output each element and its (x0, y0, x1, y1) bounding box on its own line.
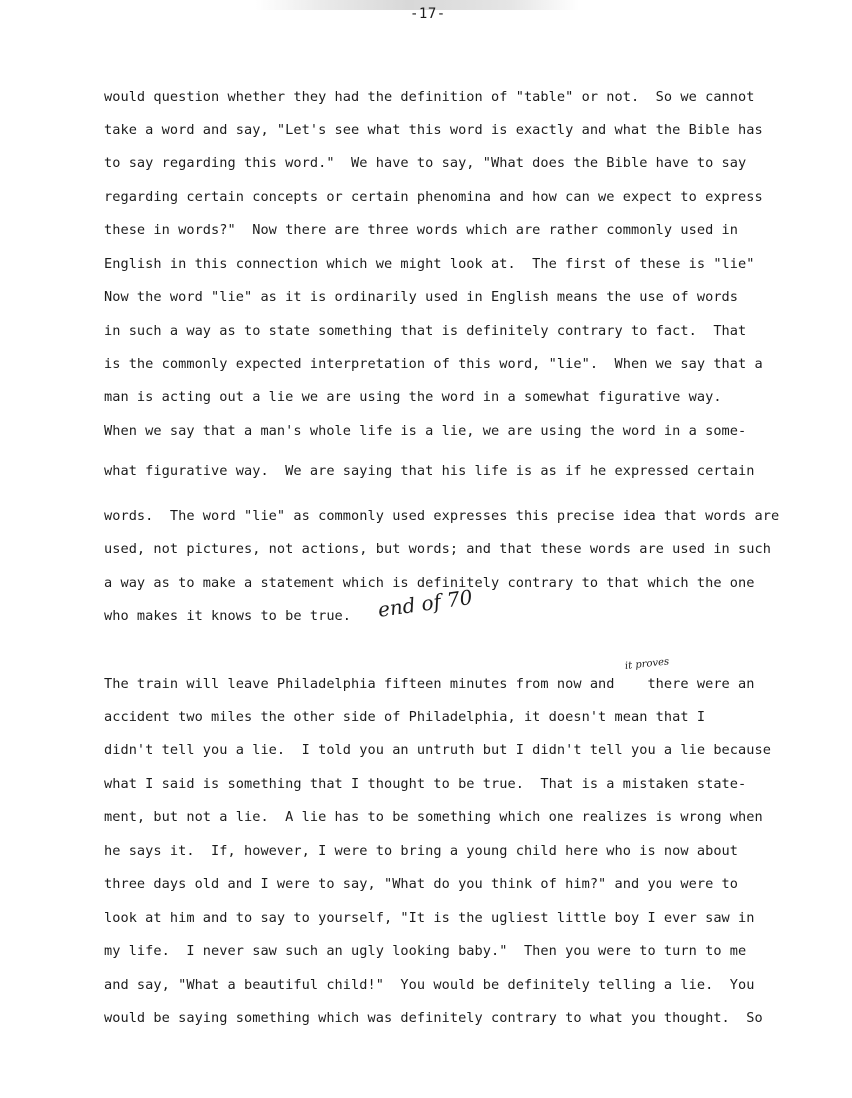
text-line: words. The word "lie" as commonly used expresses this precise idea that words are (104, 508, 780, 524)
text-line: Now the word "lie" as it is ordinarily used in English means the use of words (104, 289, 739, 305)
handwritten-insertion: it proves (624, 656, 670, 672)
text-line: my life. I never saw such an ugly looking baby." Then you were to turn to me (104, 943, 747, 959)
text-line: what I said is something that I thought to be true. That is a mistaken state- (104, 776, 747, 792)
text-line: take a word and say, "Let's see what this word is exactly and what the Bible has (104, 122, 763, 138)
text-line: The train will leave Philadelphia fifteen minutes from now and there were an (104, 676, 755, 692)
text-line: When we say that a man's whole life is a lie, we are using the word in a some- (104, 423, 747, 439)
handwritten-margin-note: end of 70 (376, 584, 474, 622)
text-line: English in this connection which we might look at. The first of these is "lie" (104, 256, 755, 272)
text-line: he says it. If, however, I were to bring a young child here who is now about (104, 843, 739, 859)
text-line: a way as to make a statement which is definitely contrary to that which the one (104, 575, 755, 591)
text-line: didn't tell you a lie. I told you an untruth but I didn't tell you a lie because (104, 742, 771, 758)
text-line: and say, "What a beautiful child!" You would be definitely telling a lie. You (104, 977, 755, 993)
text-line: used, not pictures, not actions, but words; and that these words are used in such (104, 541, 771, 557)
text-line: what figurative way. We are saying that his life is as if he expressed certain (104, 463, 755, 479)
text-line: ment, but not a lie. A lie has to be something which one realizes is wrong when (104, 809, 763, 825)
text-line: regarding certain concepts or certain phenomina and how can we expect to express (104, 189, 763, 205)
text-line: three days old and I were to say, "What do you think of him?" and you were to (104, 876, 739, 892)
text-line: would question whether they had the definition of "table" or not. So we cannot (104, 89, 755, 105)
text-line: to say regarding this word." We have to say, "What does the Bible have to say (104, 155, 747, 171)
text-line: would be saying something which was definitely contrary to what you thought. So (104, 1010, 763, 1026)
page-number: -17- (410, 6, 446, 22)
text-line: man is acting out a lie we are using the word in a somewhat figurative way. (104, 389, 722, 405)
text-line: is the commonly expected interpretation of this word, "lie". When we say that a (104, 356, 763, 372)
text-line: who makes it knows to be true. (104, 608, 352, 624)
text-line: these in words?" Now there are three words which are rather commonly used in (104, 222, 739, 238)
text-line: in such a way as to state something that is definitely contrary to fact. That (104, 323, 747, 339)
text-line: look at him and to say to yourself, "It is the ugliest little boy I ever saw in (104, 910, 755, 926)
text-line: accident two miles the other side of Philadelphia, it doesn't mean that I (104, 709, 706, 725)
